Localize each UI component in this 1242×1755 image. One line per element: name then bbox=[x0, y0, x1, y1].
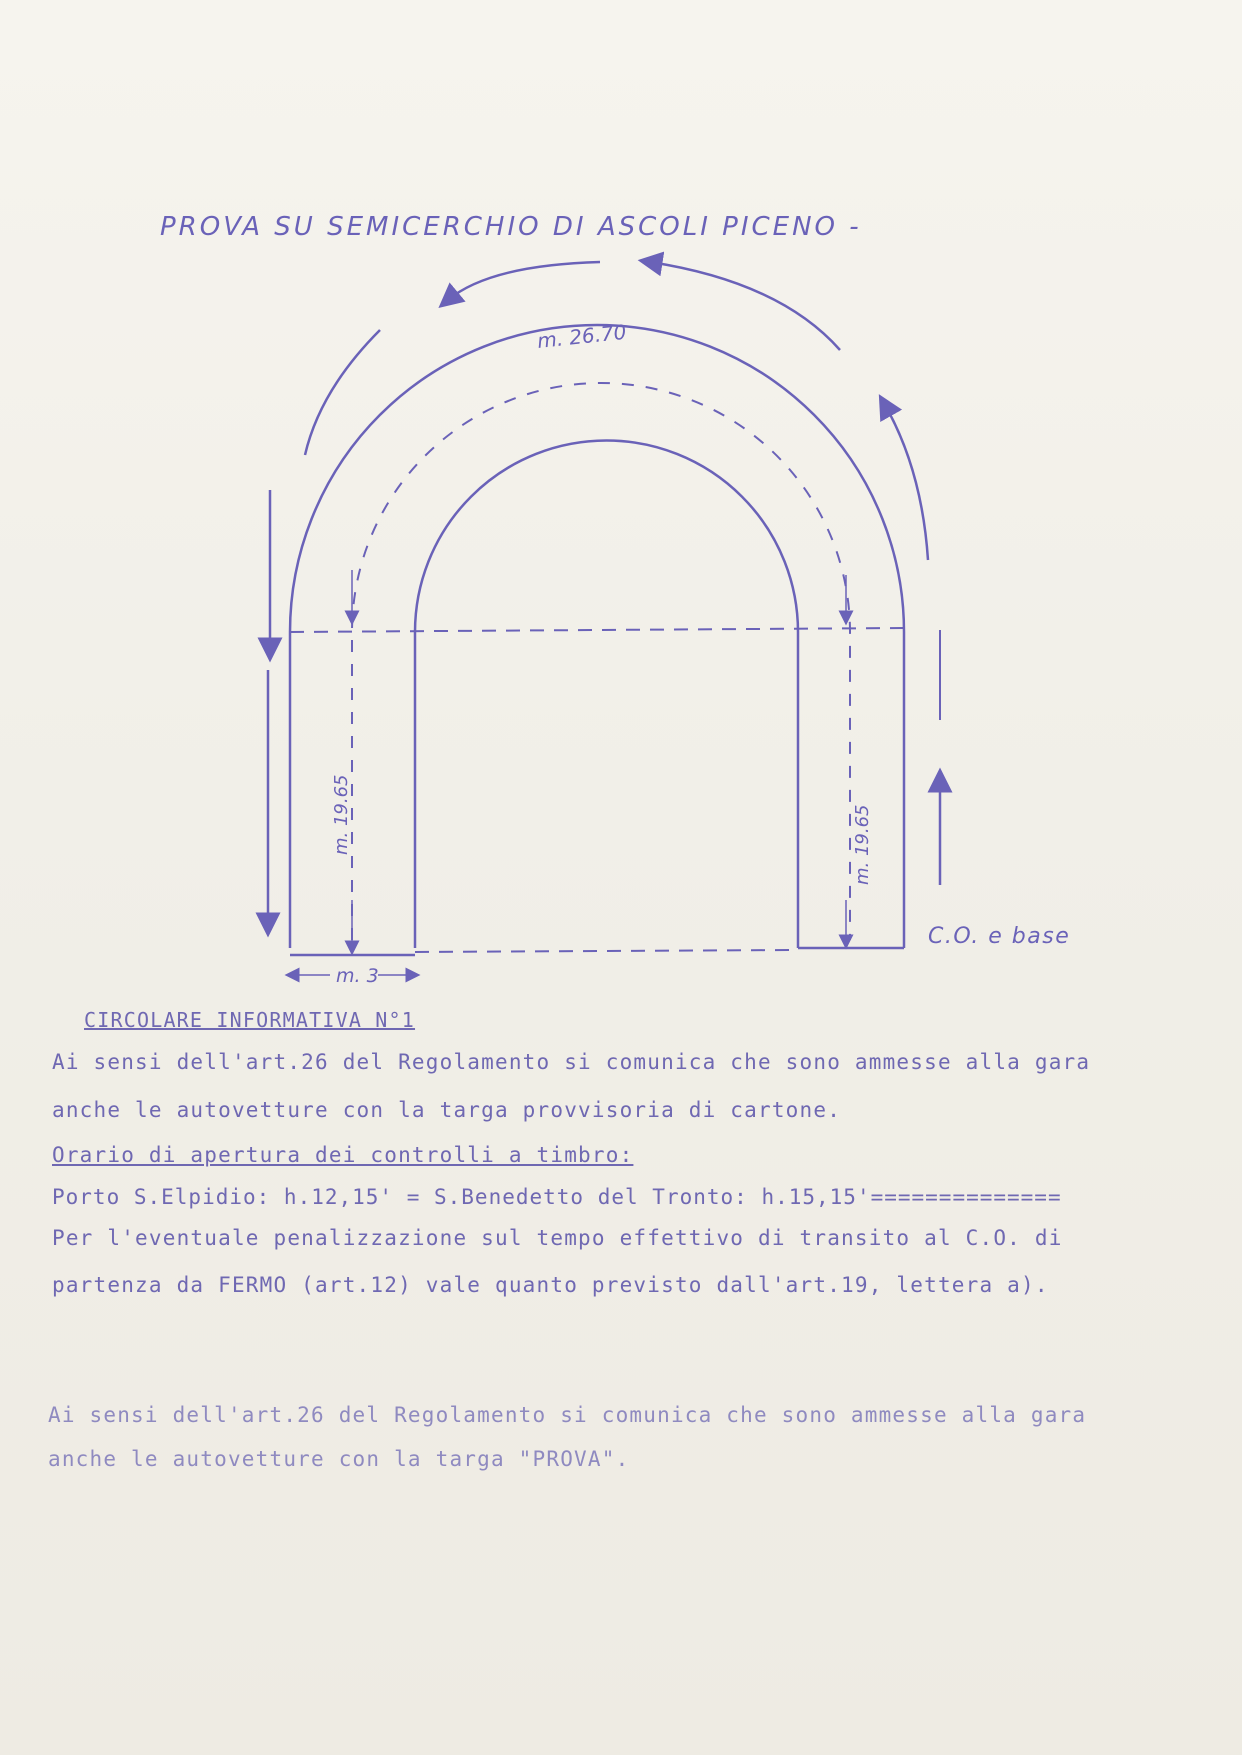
left-arc-direction-arrow bbox=[305, 330, 380, 455]
top-left-direction-arrow bbox=[448, 262, 600, 300]
outer-track-edge bbox=[290, 325, 904, 948]
right-arc-direction-arrow bbox=[885, 405, 928, 560]
checkpoint-label: C.O. e base bbox=[928, 924, 1071, 949]
circular-line-6: Ai sensi dell'art.26 del Regolamento si comunica che sono ammesse alla gara bbox=[48, 1403, 1087, 1427]
circular-line-1: Ai sensi dell'art.26 del Regolamento si comunica che sono ammesse alla gara bbox=[52, 1050, 1091, 1074]
width-label: m. 3 bbox=[336, 965, 379, 987]
arc-start-dashed-line bbox=[290, 628, 904, 632]
arc-length-label: m. 26.70 bbox=[536, 319, 628, 353]
right-straight-label: m. 19.65 bbox=[852, 804, 873, 885]
opening-hours-subheading: Orario di apertura dei controlli a timbro: bbox=[52, 1143, 634, 1167]
circular-line-5: partenza da FERMO (art.12) vale quanto previsto dall'art.19, lettera a). bbox=[52, 1273, 1049, 1297]
circular-line-4: Per l'eventuale penalizzazione sul tempo effettivo di transito al C.O. di bbox=[52, 1226, 1063, 1250]
base-dashed-line bbox=[415, 950, 798, 952]
circular-line-7: anche le autovetture con la targa "PROVA". bbox=[48, 1447, 630, 1471]
inner-track-edge bbox=[415, 441, 798, 948]
left-straight-label: m. 19.65 bbox=[331, 774, 352, 855]
diagram-title: PROVA SU SEMICERCHIO DI ASCOLI PICENO - bbox=[160, 212, 862, 242]
circular-heading: CIRCOLARE INFORMATIVA N°1 bbox=[84, 1008, 416, 1032]
circular-line-2: anche le autovetture con la targa provvisoria di cartone. bbox=[52, 1098, 842, 1122]
circular-line-3: Porto S.Elpidio: h.12,15' = S.Benedetto del Tronto: h.15,15'============== bbox=[52, 1185, 1062, 1209]
centre-dashed-line bbox=[352, 383, 850, 940]
